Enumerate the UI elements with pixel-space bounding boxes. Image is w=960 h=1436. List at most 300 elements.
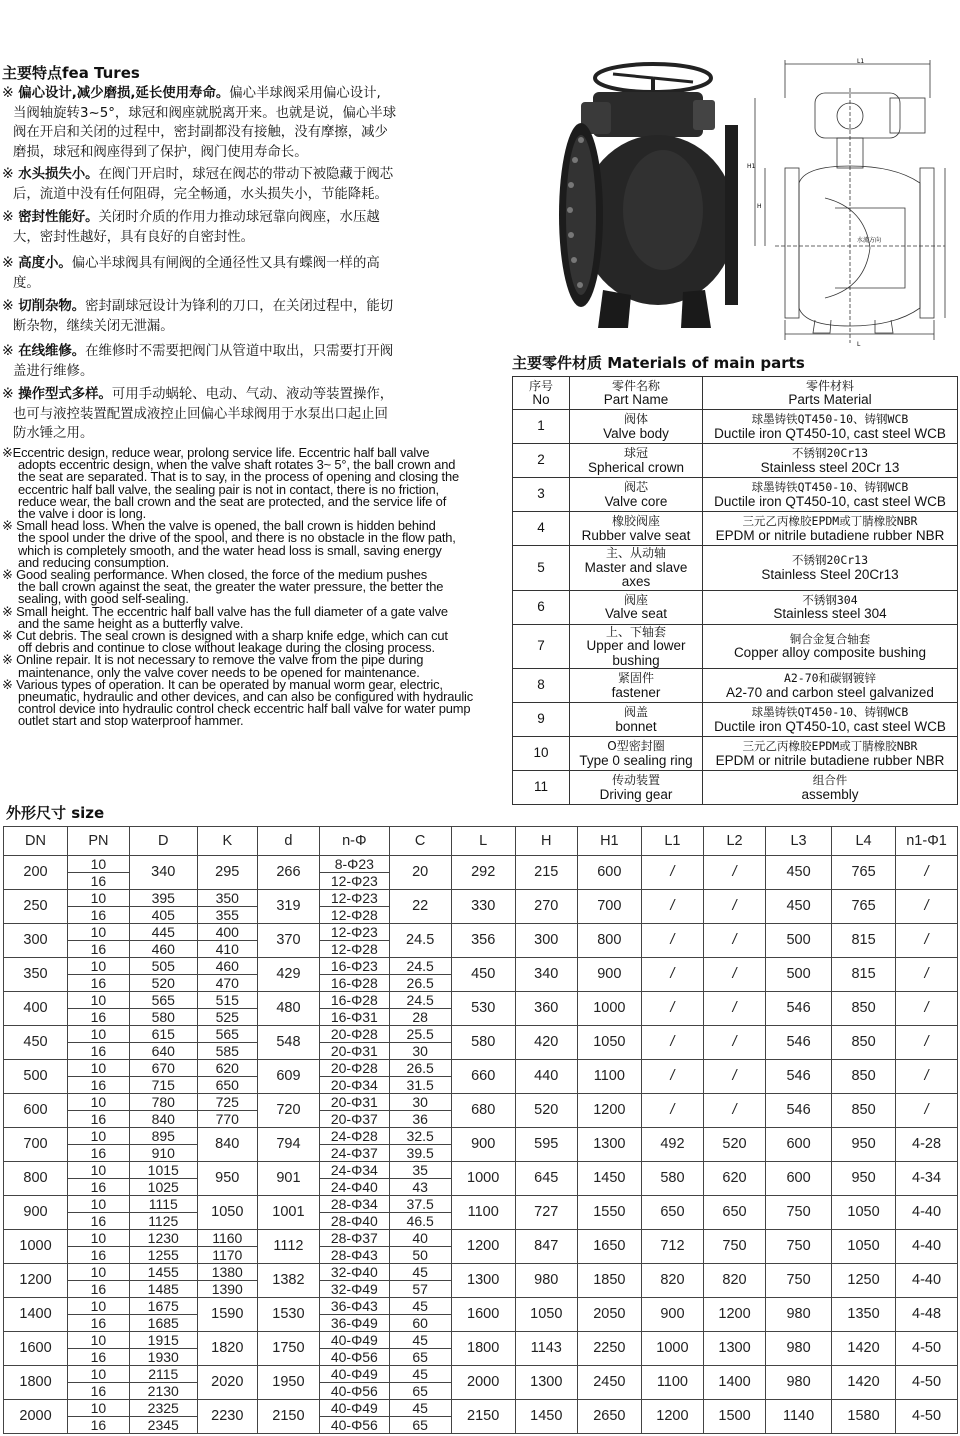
size-cell-d-inner: 319 — [257, 890, 319, 924]
material-row — [513, 771, 958, 805]
size-row — [4, 958, 958, 975]
size-cell-n-phi: 20-Φ31 — [319, 1043, 389, 1060]
size-cell-n1-phi1: 4-48 — [896, 1298, 958, 1332]
size-cell-h: 980 — [515, 1264, 577, 1298]
size-cell-n-phi: 28-Φ37 — [319, 1230, 389, 1247]
size-cell-h: 215 — [515, 856, 577, 890]
material-zh: A2-70和碳钢镀锌 — [783, 671, 877, 685]
size-cell-l4: 1050 — [832, 1196, 896, 1230]
feature-item — [2, 297, 497, 336]
feature-line: 后，流道中没有任何阻碍，完全畅通，水头损失小，节能降耗。 — [13, 186, 388, 202]
size-cell-h1: 1550 — [577, 1196, 641, 1230]
size-cell-l: 330 — [451, 890, 515, 924]
feature-line: 大，密封性越好，具有良好的自密封性。 — [13, 229, 255, 245]
size-cell-l2: 620 — [703, 1162, 765, 1196]
size-cell-c: 50 — [389, 1247, 451, 1264]
size-cell-d-inner: 2150 — [257, 1400, 319, 1434]
material-spec — [703, 771, 958, 805]
size-cell-d-inner: 548 — [257, 1026, 319, 1060]
size-cell-d-outer: 2130 — [129, 1383, 197, 1400]
size-cell-h1: 700 — [577, 890, 641, 924]
size-cell-c: 35 — [389, 1162, 451, 1179]
size-cell-n-phi: 12-Φ28 — [319, 941, 389, 958]
part-name-zh: 橡胶阀座 — [611, 514, 660, 528]
size-cell-l: 2150 — [451, 1400, 515, 1434]
size-cell-h: 340 — [515, 958, 577, 992]
size-cell-c: 25.5 — [389, 1026, 451, 1043]
size-cell-l4: 850 — [832, 1094, 896, 1128]
size-cell-dn: 250 — [4, 890, 68, 924]
material-no: 8 — [513, 669, 570, 703]
size-row — [4, 924, 958, 941]
size-cell-l1: / — [641, 1060, 703, 1094]
size-cell-pn: 16 — [68, 1043, 130, 1060]
size-cell-pn: 10 — [68, 924, 130, 941]
size-cell-d-outer: 1455 — [129, 1264, 197, 1281]
size-row — [4, 1060, 958, 1077]
size-col-header: L1 — [641, 827, 703, 856]
size-cell-k: 470 — [197, 975, 257, 992]
size-cell-n-phi: 20-Φ28 — [319, 1060, 389, 1077]
size-cell-pn: 16 — [68, 1077, 130, 1094]
size-cell-pn: 16 — [68, 941, 130, 958]
materials-header-row — [513, 377, 958, 410]
feature-line: 度。 — [13, 275, 40, 291]
material-row — [513, 512, 958, 546]
size-cell-h: 520 — [515, 1094, 577, 1128]
part-name-en: Upper and lower bushing — [586, 638, 686, 668]
feature-title: 切削杂物。 — [18, 299, 86, 314]
size-cell-d-outer: 1255 — [129, 1247, 197, 1264]
size-cell-c: 45 — [389, 1366, 451, 1383]
size-cell-n-phi: 24-Φ28 — [319, 1128, 389, 1145]
size-cell-l3: 980 — [766, 1298, 832, 1332]
size-cell-dn: 1600 — [4, 1332, 68, 1366]
size-cell-d-outer: 340 — [129, 856, 197, 890]
material-zh: 铜合金复合轴套 — [789, 631, 871, 646]
size-cell-l1: / — [641, 1026, 703, 1060]
size-cell-pn: 10 — [68, 1230, 130, 1247]
size-cell-pn: 10 — [68, 1060, 130, 1077]
size-cell-dn: 350 — [4, 958, 68, 992]
english-feature-line: ※ Cut debris. The seal crown is designed with a sharp knife edge, which can cut — [2, 628, 448, 644]
material-en: Copper alloy composite bushing — [733, 645, 927, 661]
size-cell-l1: 650 — [641, 1196, 703, 1230]
size-cell-k: 1050 — [197, 1196, 257, 1230]
size-cell-l1: 900 — [641, 1298, 703, 1332]
part-name-en: fastener — [611, 684, 661, 700]
feature-item — [2, 385, 497, 444]
english-feature-line: the seat are separated. That is to say, in the process of opening and closing the — [18, 469, 459, 485]
size-cell-n-phi: 24-Φ37 — [319, 1145, 389, 1162]
part-name-zh: 阀盖 — [623, 705, 648, 719]
size-cell-l3: 546 — [766, 1094, 832, 1128]
size-cell-l2: / — [703, 958, 765, 992]
material-spec — [703, 546, 958, 591]
size-cell-n-phi: 12-Φ23 — [319, 873, 389, 890]
part-name-zh: 紧固件 — [617, 671, 654, 685]
size-cell-k: 355 — [197, 907, 257, 924]
part-name-zh: 阀体 — [623, 412, 648, 426]
size-cell-pn: 16 — [68, 873, 130, 890]
size-cell-d-outer: 2115 — [129, 1366, 197, 1383]
size-cell-n-phi: 20-Φ31 — [319, 1094, 389, 1111]
size-cell-d-outer: 715 — [129, 1077, 197, 1094]
size-cell-dn: 400 — [4, 992, 68, 1026]
size-cell-h: 440 — [515, 1060, 577, 1094]
size-cell-n1-phi1: / — [896, 1094, 958, 1128]
size-cell-l3: 500 — [766, 958, 832, 992]
size-cell-l2: 1400 — [703, 1366, 765, 1400]
size-cell-n-phi: 40-Φ49 — [319, 1400, 389, 1417]
size-cell-h: 1300 — [515, 1366, 577, 1400]
material-zh: 球墨铸铁QT450-10、铸钢WCB — [751, 412, 909, 426]
size-cell-c: 22 — [389, 890, 451, 924]
size-cell-l3: 546 — [766, 1060, 832, 1094]
material-no: 10 — [513, 737, 570, 771]
size-cell-k: 1820 — [197, 1332, 257, 1366]
size-cell-k: 725 — [197, 1094, 257, 1111]
size-cell-l1: 712 — [641, 1230, 703, 1264]
size-cell-h1: 1000 — [577, 992, 641, 1026]
material-no: 4 — [513, 512, 570, 546]
size-row — [4, 1366, 958, 1383]
english-feature-line: ※ Small head loss. When the valve is opened, the ball crown is hidden behind — [2, 518, 436, 534]
size-cell-h1: 1100 — [577, 1060, 641, 1094]
size-cell-c: 20 — [389, 856, 451, 890]
material-part-name — [570, 546, 703, 591]
size-cell-l: 450 — [451, 958, 515, 992]
material-spec — [703, 624, 958, 669]
size-cell-l2: / — [703, 1026, 765, 1060]
size-cell-l3: 750 — [766, 1196, 832, 1230]
size-cell-l4: 850 — [832, 1026, 896, 1060]
size-cell-pn: 10 — [68, 856, 130, 873]
size-cell-d-outer: 1025 — [129, 1179, 197, 1196]
size-cell-l3: 980 — [766, 1332, 832, 1366]
size-cell-n-phi: 12-Φ28 — [319, 907, 389, 924]
size-cell-pn: 10 — [68, 1196, 130, 1213]
size-cell-l3: 600 — [766, 1128, 832, 1162]
size-col-header: L3 — [766, 827, 832, 856]
size-cell-k: 650 — [197, 1077, 257, 1094]
size-cell-l4: 850 — [832, 992, 896, 1026]
size-col-header: n-Φ — [319, 827, 389, 856]
material-no: 2 — [513, 444, 570, 478]
material-row — [513, 444, 958, 478]
drawing-label-flow: 水流方向 — [857, 237, 882, 244]
part-name-zh: 主、从动轴 — [605, 546, 666, 560]
material-spec — [703, 478, 958, 512]
size-cell-pn: 10 — [68, 1332, 130, 1349]
size-cell-l4: 1050 — [832, 1230, 896, 1264]
size-cell-d-outer: 395 — [129, 890, 197, 907]
size-cell-l2: 750 — [703, 1230, 765, 1264]
size-cell-h: 300 — [515, 924, 577, 958]
material-zh: 组合件 — [812, 773, 848, 787]
size-cell-k: 295 — [197, 856, 257, 890]
size-cell-d-inner: 720 — [257, 1094, 319, 1128]
drawing-label-h1: H1 — [747, 163, 756, 170]
material-en: A2-70 and carbon steel galvanized — [726, 684, 934, 700]
size-col-header: d — [257, 827, 319, 856]
size-cell-l3: 750 — [766, 1264, 832, 1298]
size-cell-l1: 1100 — [641, 1366, 703, 1400]
size-cell-d-inner: 609 — [257, 1060, 319, 1094]
size-col-header: L2 — [703, 827, 765, 856]
material-row — [513, 624, 958, 669]
size-cell-d-outer: 520 — [129, 975, 197, 992]
size-row — [4, 1298, 958, 1315]
size-cell-c: 57 — [389, 1281, 451, 1298]
english-feature-line: which is completely smooth, and the water head loss is small, saving energy — [18, 542, 442, 558]
size-cell-pn: 10 — [68, 1366, 130, 1383]
size-cell-k: 410 — [197, 941, 257, 958]
size-cell-h1: 2050 — [577, 1298, 641, 1332]
size-cell-n-phi: 24-Φ40 — [319, 1179, 389, 1196]
size-cell-l3: 450 — [766, 856, 832, 890]
header-material: 零件材料 Parts Material — [703, 377, 958, 410]
size-cell-l1: / — [641, 958, 703, 992]
size-cell-pn: 16 — [68, 1349, 130, 1366]
size-cell-l3: 1140 — [766, 1400, 832, 1434]
size-cell-d-inner: 1382 — [257, 1264, 319, 1298]
material-no: 5 — [513, 546, 570, 591]
feature-line: 偏心半球阀具有闸阀的全通径性又具有蝶阀一样的高 — [71, 256, 380, 271]
size-cell-n-phi: 32-Φ40 — [319, 1264, 389, 1281]
english-feature-line: outlet start and stop waterproof hammer. — [18, 713, 244, 729]
size-cell-c: 37.5 — [389, 1196, 451, 1213]
size-cell-c: 46.5 — [389, 1213, 451, 1230]
size-cell-d-inner: 794 — [257, 1128, 319, 1162]
size-cell-c: 65 — [389, 1349, 451, 1366]
size-cell-n1-phi1: 4-40 — [896, 1230, 958, 1264]
size-cell-l2: 1200 — [703, 1298, 765, 1332]
part-name-zh: O型密封圈 — [607, 739, 665, 753]
size-cell-pn: 16 — [68, 1315, 130, 1332]
size-cell-dn: 1200 — [4, 1264, 68, 1298]
size-cell-d-inner: 266 — [257, 856, 319, 890]
size-cell-n1-phi1: 4-40 — [896, 1196, 958, 1230]
size-cell-c: 65 — [389, 1417, 451, 1434]
english-feature-line: and reducing consumption. — [18, 554, 170, 570]
part-name-en: Spherical crown — [587, 459, 685, 475]
bullet-mark: ※ — [2, 166, 19, 182]
size-cell-c: 43 — [389, 1179, 451, 1196]
size-cell-l: 1200 — [451, 1230, 515, 1264]
size-cell-l2: 650 — [703, 1196, 765, 1230]
header-part-name: 零件名称 Part Name — [570, 377, 703, 410]
size-cell-l1: / — [641, 992, 703, 1026]
size-cell-h1: 1050 — [577, 1026, 641, 1060]
material-zh: 不锈钢304 — [802, 592, 858, 607]
material-part-name — [570, 624, 703, 669]
english-feature-line: the valve i door is long. — [18, 506, 147, 522]
material-zh: 三元乙丙橡胶EPDM或丁腈橡胶NBR — [742, 739, 918, 753]
size-cell-k: 515 — [197, 992, 257, 1009]
size-cell-h: 270 — [515, 890, 577, 924]
size-cell-n1-phi1: 4-40 — [896, 1264, 958, 1298]
size-cell-n1-phi1: / — [896, 1060, 958, 1094]
size-cell-n1-phi1: 4-34 — [896, 1162, 958, 1196]
size-cell-d-inner: 1750 — [257, 1332, 319, 1366]
material-no: 3 — [513, 478, 570, 512]
size-cell-k: 565 — [197, 1026, 257, 1043]
size-col-header: L4 — [832, 827, 896, 856]
size-row — [4, 1400, 958, 1417]
size-cell-n1-phi1: / — [896, 890, 958, 924]
material-en: EPDM or nitrile butadiene rubber NBR — [715, 752, 945, 768]
size-cell-l: 2000 — [451, 1366, 515, 1400]
size-cell-d-outer: 640 — [129, 1043, 197, 1060]
size-cell-l4: 950 — [832, 1128, 896, 1162]
material-en: Stainless steel 304 — [773, 606, 887, 621]
size-cell-n-phi: 40-Φ49 — [319, 1332, 389, 1349]
size-cell-d-outer: 895 — [129, 1128, 197, 1145]
size-cell-l4: 815 — [832, 924, 896, 958]
material-no: 1 — [513, 410, 570, 444]
size-cell-dn: 800 — [4, 1162, 68, 1196]
size-cell-d-inner: 370 — [257, 924, 319, 958]
size-cell-l3: 546 — [766, 992, 832, 1026]
material-part-name — [570, 512, 703, 546]
size-cell-c: 32.5 — [389, 1128, 451, 1145]
size-cell-pn: 10 — [68, 1400, 130, 1417]
size-cell-c: 30 — [389, 1043, 451, 1060]
size-col-header: DN — [4, 827, 68, 856]
size-cell-l3: 546 — [766, 1026, 832, 1060]
part-name-zh: 传动装置 — [611, 773, 660, 787]
size-cell-d-outer: 460 — [129, 941, 197, 958]
size-col-header: n1-Φ1 — [896, 827, 958, 856]
part-name-zh: 阀座 — [623, 592, 648, 607]
size-cell-c: 36 — [389, 1111, 451, 1128]
size-cell-d-inner: 1530 — [257, 1298, 319, 1332]
size-cell-c: 24.5 — [389, 992, 451, 1009]
size-cell-l1: 580 — [641, 1162, 703, 1196]
size-cell-n-phi: 8-Φ23 — [319, 856, 389, 873]
size-cell-c: 65 — [389, 1383, 451, 1400]
feature-line: 偏心半球阀采用偏心设计, — [229, 86, 381, 101]
size-cell-l1: 820 — [641, 1264, 703, 1298]
size-cell-l1: 492 — [641, 1128, 703, 1162]
material-en: EPDM or nitrile butadiene rubber NBR — [715, 527, 945, 543]
valve-photo — [553, 60, 738, 330]
bullet-mark: ※ — [2, 255, 19, 271]
material-part-name — [570, 478, 703, 512]
material-en: assembly — [801, 786, 859, 802]
size-cell-n-phi: 36-Φ49 — [319, 1315, 389, 1332]
size-row — [4, 1128, 958, 1145]
size-cell-l4: 1420 — [832, 1332, 896, 1366]
size-cell-n1-phi1: 4-50 — [896, 1400, 958, 1434]
size-col-header: H — [515, 827, 577, 856]
material-no: 9 — [513, 703, 570, 737]
material-zh: 球墨铸铁QT450-10、铸钢WCB — [751, 705, 909, 719]
size-cell-pn: 10 — [68, 958, 130, 975]
material-part-name — [570, 410, 703, 444]
size-cell-pn: 10 — [68, 1298, 130, 1315]
size-col-header: K — [197, 827, 257, 856]
size-row — [4, 1332, 958, 1349]
english-feature-line: ※ Various types of operation. It can be operated by manual worm gear, electric, — [2, 676, 443, 692]
size-cell-pn: 16 — [68, 1213, 130, 1230]
size-cell-k: 1590 — [197, 1298, 257, 1332]
feature-line: 在阀门开启时，球冠在阀芯的带动下被隐藏于阀芯 — [98, 167, 394, 182]
size-cell-k: 770 — [197, 1111, 257, 1128]
size-cell-l3: 600 — [766, 1162, 832, 1196]
size-cell-h1: 1850 — [577, 1264, 641, 1298]
size-cell-n-phi: 16-Φ31 — [319, 1009, 389, 1026]
size-cell-h1: 1450 — [577, 1162, 641, 1196]
size-cell-d-outer: 1015 — [129, 1162, 197, 1179]
material-part-name — [570, 703, 703, 737]
part-name-zh: 阀芯 — [623, 480, 648, 494]
size-heading: 外形尺寸 size — [6, 804, 105, 822]
english-feature-line: and the same height as a butterfly valve. — [18, 615, 244, 631]
size-cell-h1: 900 — [577, 958, 641, 992]
material-zh: 不锈钢20Cr13 — [791, 553, 869, 568]
material-row — [513, 669, 958, 703]
size-cell-dn: 450 — [4, 1026, 68, 1060]
size-cell-n1-phi1: 4-28 — [896, 1128, 958, 1162]
size-cell-k: 620 — [197, 1060, 257, 1077]
size-cell-c: 45 — [389, 1298, 451, 1315]
size-cell-n-phi: 16-Φ28 — [319, 975, 389, 992]
size-cell-l2: 820 — [703, 1264, 765, 1298]
size-cell-dn: 200 — [4, 856, 68, 890]
valve-dimension-drawing — [745, 58, 957, 348]
size-cell-h: 727 — [515, 1196, 577, 1230]
size-cell-h: 595 — [515, 1128, 577, 1162]
material-row — [513, 737, 958, 771]
part-name-en: Valve core — [604, 493, 668, 509]
material-spec — [703, 737, 958, 771]
material-part-name — [570, 669, 703, 703]
part-name-zh: 上、下轴套 — [605, 624, 666, 639]
size-cell-pn: 16 — [68, 1145, 130, 1162]
size-cell-n1-phi1: / — [896, 924, 958, 958]
size-cell-dn: 1000 — [4, 1230, 68, 1264]
size-cell-n-phi: 32-Φ49 — [319, 1281, 389, 1298]
size-cell-l: 530 — [451, 992, 515, 1026]
size-cell-l1: 1000 — [641, 1332, 703, 1366]
material-zh: 三元乙丙橡胶EPDM或丁腈橡胶NBR — [742, 514, 918, 528]
size-cell-l1: / — [641, 856, 703, 890]
size-cell-pn: 16 — [68, 1111, 130, 1128]
size-cell-k: 460 — [197, 958, 257, 975]
size-cell-c: 28 — [389, 1009, 451, 1026]
size-cell-l: 680 — [451, 1094, 515, 1128]
size-cell-n-phi: 40-Φ56 — [319, 1349, 389, 1366]
feature-line: 关闭时介质的作用力推动球冠靠向阀座，水压越 — [98, 210, 380, 225]
size-cell-c: 40 — [389, 1230, 451, 1247]
size-cell-l3: 500 — [766, 924, 832, 958]
size-cell-d-outer: 1675 — [129, 1298, 197, 1315]
part-name-en: Master and slave axes — [584, 559, 688, 589]
size-cell-l1: 1200 — [641, 1400, 703, 1434]
size-cell-l2: 1300 — [703, 1332, 765, 1366]
size-cell-l: 1000 — [451, 1162, 515, 1196]
size-cell-k: 950 — [197, 1162, 257, 1196]
size-cell-n-phi: 24-Φ34 — [319, 1162, 389, 1179]
size-cell-d-inner: 1112 — [257, 1230, 319, 1264]
feature-line: 防水锤之用。 — [13, 426, 94, 441]
feature-line: 磨损，球冠和阀座得到了保护，阀门使用寿命长。 — [13, 144, 308, 160]
material-en: Ductile iron QT450-10, cast steel WCB — [714, 425, 946, 441]
size-cell-l2: / — [703, 924, 765, 958]
size-cell-l1: / — [641, 924, 703, 958]
